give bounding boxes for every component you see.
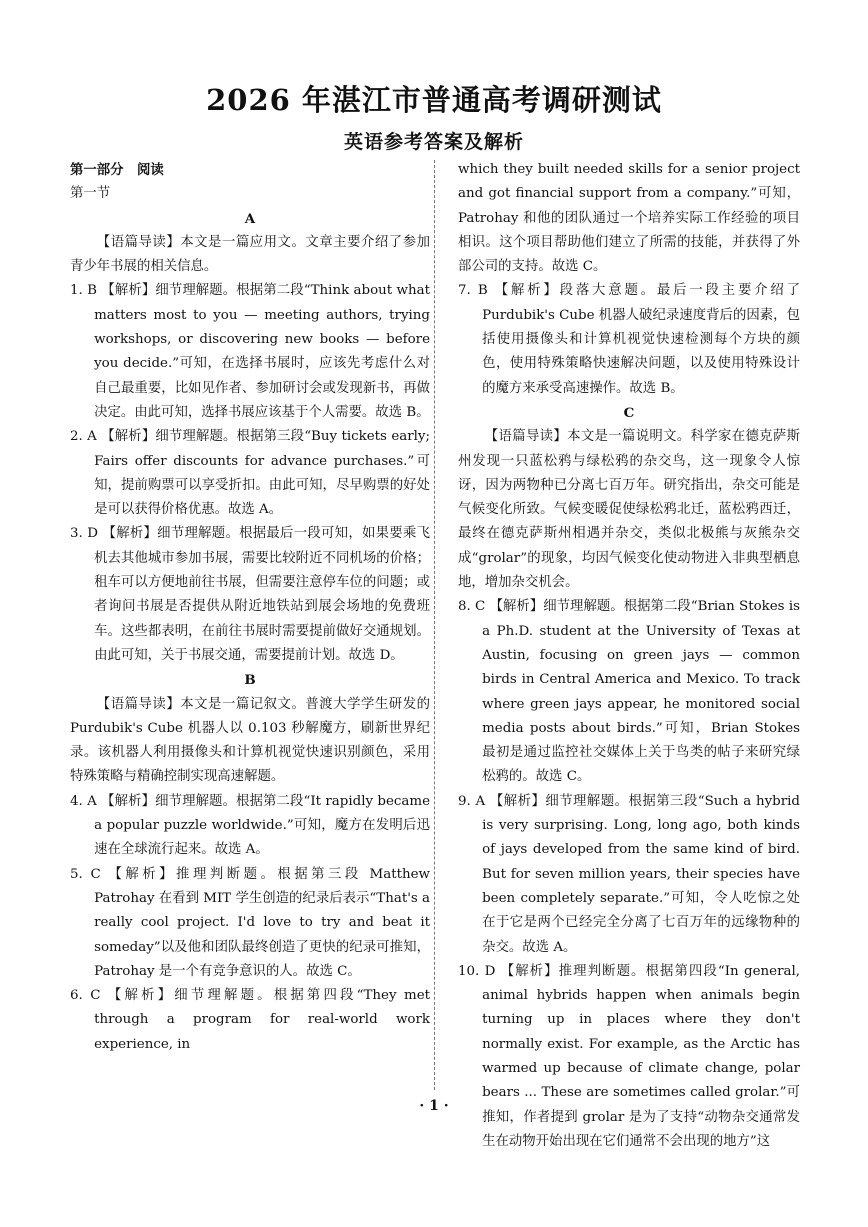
answer-9: 9. A 【解析】细节理解题。根据第三段“Such a hybrid is very surprising. Long, long ago, both kinds of jays developed from the same kind of bird. But for seven million years, their species have been completely separate.”可知，令人吃惊之处在于它是两个已经完全分离了七百万年的远缘物种的杂交。故选 A。 xyxy=(458,793,800,955)
answer-10: 10. D 【解析】推理判断题。根据第四段“In general, animal hybrids happen when animals begin turning up in places where they don't normally exist. For example, as the Arctic has warmed up because of climate change, polar bears ... These are sometimes called grolar.”可推知，作者提到 grolar 是为了支持“动物杂交通常发生在动物开始出现在它们通常不会出现的地方”这 xyxy=(458,963,800,1149)
passage-c-heading: C xyxy=(623,404,635,421)
passage-b-heading: B xyxy=(244,672,256,689)
answer-6-part2: which they built needed skills for a senior project and got financial support from a company.”可知，Patrohay 和他的团队通过一个培养实际工作经验的项目相识。这个项目帮助他们建立了所需的技能，并获得了外部公司的支持。故选 C。 xyxy=(458,162,800,275)
column-divider xyxy=(434,160,435,1090)
passage-a-heading: A xyxy=(244,210,256,227)
page-subtitle: 英语参考答案及解析 xyxy=(343,131,524,153)
answer-1: 1. B 【解析】细节理解题。根据第二段“Think about what matters most to you — meeting authors, trying workshops, or discovering new books — before you decide.”可知，在选择书展时，应该先考虑什么对自己最重要，比如见作者、参加研讨会或发现新书，再做决定。由此可知，选择书展应该基于个人需要。故选 B。 xyxy=(70,283,430,420)
answer-3: 3. D 【解析】细节理解题。根据最后一段可知，如果要乘飞机去其他城市参加书展，需要比较附近不同机场的价格；租车可以方便地前往书展，但需要注意停车位的问题；或者询问书展是否提供从附近地铁站到展会场地的免费班车。这些都表明，在前往书展时需要提前做好交通规划。由此可知，关于书展交通，需要提前计划。故选 D。 xyxy=(70,526,430,663)
answer-8: 8. C 【解析】细节理解题。根据第二段“Brian Stokes is a Ph.D. student at the University of Texas at Austin, focusing on green jays — common birds in Central America and Mexico. To track where green jays appear, he monitored social media posts about birds.”可知，Brian Stokes 最初是通过监控社交媒体上关于鸟类的帖子来研究绿松鸦的。故选 C。 xyxy=(458,599,800,785)
passage-a-intro: 【语篇导读】本文是一篇应用文。文章主要介绍了参加青少年书展的相关信息。 xyxy=(70,234,430,275)
left-column xyxy=(70,158,430,1057)
part-heading: 第一部分 阅读 xyxy=(70,162,164,178)
answer-5: 5. C 【解析】推理判断题。根据第三段 Matthew Patrohay 在看到 MIT 学生创造的纪录后表示“That's a really cool project. I'd love to try and beat it someday”以及他和团队最终创造了更快的纪录可推知，Patrohay 是一个有竞争意识的人。故选 C。 xyxy=(70,866,430,979)
answer-4: 4. A 【解析】细节理解题。根据第二段“It rapidly became a popular puzzle worldwide.”可知，魔方在发明后迅速在全球流行起来。故选 A。 xyxy=(70,793,430,858)
page-title: 2026 年湛江市普通高考调研测试 xyxy=(206,83,662,117)
right-column xyxy=(458,158,800,1154)
passage-c-intro: 【语篇导读】本文是一篇说明文。科学家在德克萨斯州发现一只蓝松鸦与绿松鸦的杂交鸟，这一现象令人惊讶，因为两物种已分离七百万年。研究指出，杂交可能是气候变化所致。气候变暖促使绿松鸦北迁，蓝松鸦西迁，最终在德克萨斯州相遇并杂交，类似北极熊与灰熊杂交成“grolar”的现象，均因气候变化使动物进入非典型栖息地，增加杂交机会。 xyxy=(458,429,800,591)
answer-7: 7. B 【解析】段落大意题。最后一段主要介绍了 Purdubik's Cube 机器人破纪录速度背后的因素，包括使用摄像头和计算机视觉快速检测每个方块的颜色，使用特殊策略快速解决问题，以及使用特殊设计的魔方来承受高速操作。故选 B。 xyxy=(458,283,800,396)
section-heading: 第一节 xyxy=(70,186,111,202)
answer-2: 2. A 【解析】细节理解题。根据第三段“Buy tickets early; Fairs offer discounts for advance purchases.”可知，提前购票可以享受折扣。由此可知，尽早购票的好处是可以获得价格优惠。故选 A。 xyxy=(70,429,430,518)
page-number: · 1 · xyxy=(419,1098,449,1114)
answer-6-part1: 6. C 【解析】细节理解题。根据第四段“They met through a program for real-world work experience, in xyxy=(70,988,430,1052)
passage-b-intro: 【语篇导读】本文是一篇记叙文。普渡大学学生研发的 Purdubik's Cube 机器人以 0.103 秒解魔方，刷新世界纪录。该机器人利用摄像头和计算机视觉快速识别颜色，采用特殊策略与精确控制实现高速解题。 xyxy=(70,696,430,785)
